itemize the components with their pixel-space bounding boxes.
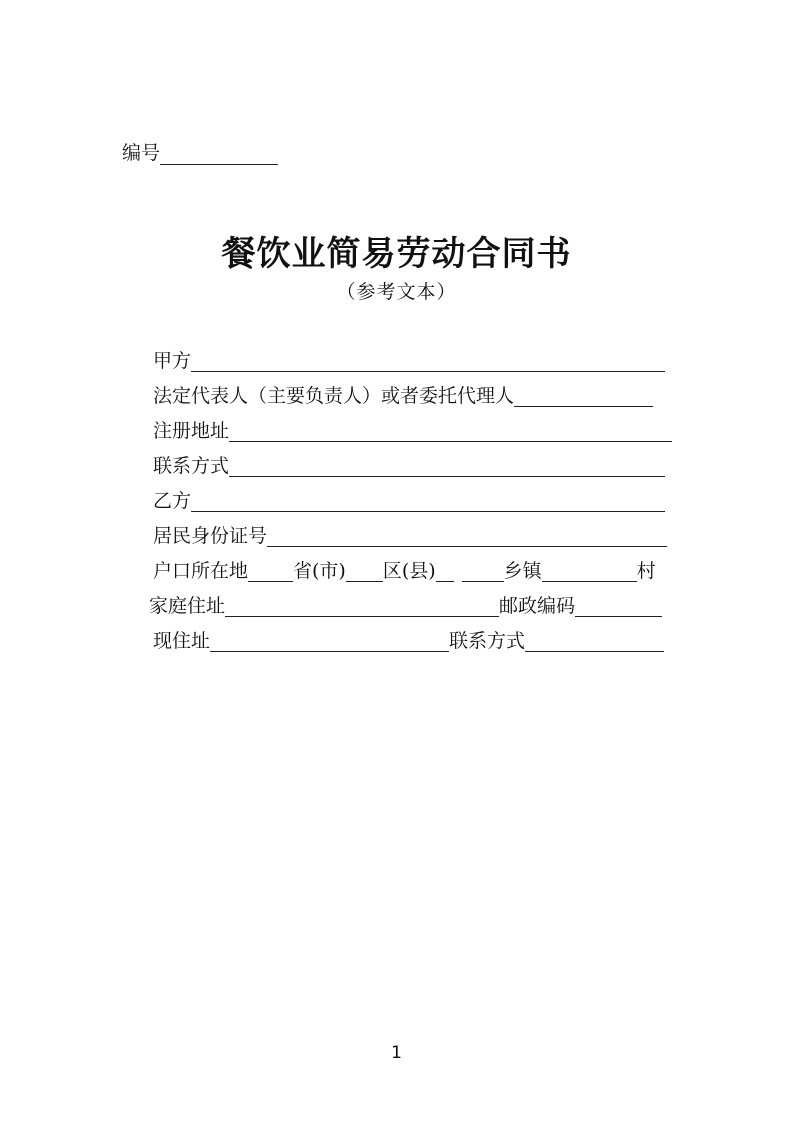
serial-number-row [122, 138, 278, 165]
province-label: 省(市) [293, 560, 346, 582]
contact-a-row [153, 451, 665, 477]
township-label: 乡镇 [503, 560, 542, 582]
reg-address-row [153, 416, 672, 442]
current-address-row [153, 626, 664, 652]
document-title: 餐饮业简易劳动合同书 [221, 234, 572, 274]
reg-address-blank[interactable] [229, 421, 672, 442]
legal-rep-label: 法定代表人（主要负责人）或者委托代理人 [153, 385, 515, 407]
village-label: 村 [636, 560, 656, 582]
hukou-label: 户口所在地 [153, 560, 249, 582]
serial-label: 编号 [122, 142, 161, 164]
id-number-row [153, 521, 667, 547]
party-b-blank[interactable] [191, 491, 665, 512]
party-a-label: 甲方 [153, 350, 192, 372]
district-blank[interactable] [346, 561, 383, 582]
contact-b-blank[interactable] [525, 631, 664, 652]
contact-a-blank[interactable] [229, 456, 665, 477]
current-address-blank[interactable] [210, 631, 449, 652]
party-b-row [153, 486, 665, 512]
hukou-row [153, 556, 656, 582]
district-label: 区(县) [382, 560, 436, 582]
page-number: 1 [391, 1043, 402, 1063]
current-address-label: 现住址 [153, 630, 211, 652]
postcode-label: 邮政编码 [499, 595, 576, 617]
legal-rep-row [153, 381, 653, 407]
legal-rep-blank[interactable] [514, 386, 653, 407]
serial-blank[interactable] [160, 144, 278, 165]
township-blank[interactable] [542, 561, 637, 582]
contact-b-label: 联系方式 [449, 630, 526, 652]
county-blank-2[interactable] [462, 561, 504, 582]
province-blank[interactable] [248, 561, 293, 582]
party-a-row [153, 346, 665, 372]
document-subtitle: （参考文本） [336, 281, 457, 303]
party-b-label: 乙方 [153, 490, 192, 512]
county-blank-1[interactable] [436, 561, 454, 582]
id-number-label: 居民身份证号 [153, 525, 268, 547]
home-address-row [149, 591, 662, 617]
home-address-blank[interactable] [225, 596, 499, 617]
reg-address-label: 注册地址 [153, 420, 230, 442]
contact-a-label: 联系方式 [153, 455, 230, 477]
postcode-blank[interactable] [575, 596, 662, 617]
home-address-label: 家庭住址 [149, 595, 226, 617]
id-number-blank[interactable] [267, 526, 667, 547]
party-a-blank[interactable] [191, 351, 665, 372]
